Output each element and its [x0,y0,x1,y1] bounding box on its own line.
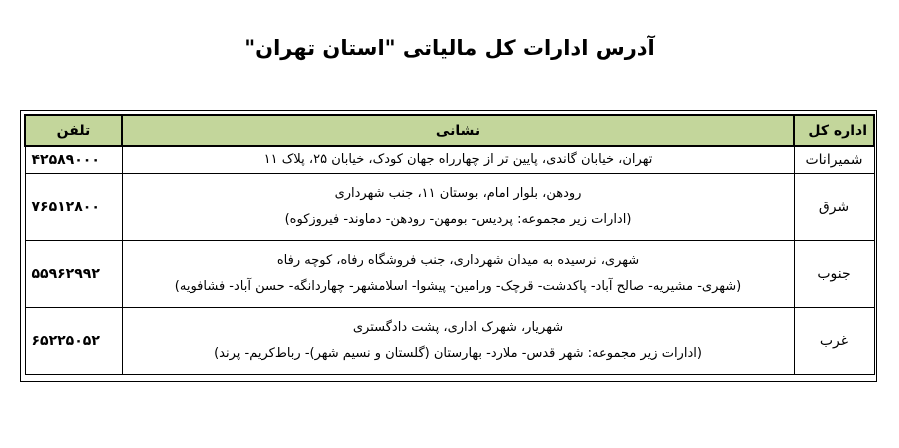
subordinate-offices: (ادارات زیر مجموعه: پردیس- بومهن- رودهن- دماوند- فیروزکوه) [284,212,632,227]
office-phone: ۶۵۲۲۵۰۵۲ [25,308,122,375]
page-title: آدرس ادارات کل مالیاتی "استان تهران" [244,36,655,60]
office-phone: ۵۵۹۶۲۹۹۲ [25,241,122,308]
office-address [122,241,794,308]
address-line: شهریار، شهرک اداری، پشت دادگستری [352,320,564,335]
offices-table [24,114,875,375]
table-header-row [25,115,874,146]
office-name: شمیرانات [794,146,874,174]
address-line: شهری، نرسیده به میدان شهرداری، جنب فروشگاه رفاه، کوچه رفاه [276,253,640,268]
header-address: نشانی [122,115,794,146]
office-address [122,146,794,174]
table-row [25,308,874,375]
office-phone: ۴۲۵۸۹۰۰۰ [25,146,122,174]
table-row [25,241,874,308]
subordinate-offices: (ادارات زیر مجموعه: شهر قدس- ملارد- بهارستان (گلستان و نسیم شهر)- رباط‌کریم- پرند) [214,346,702,361]
table-row [25,146,874,174]
address-line: رودهن، بلوار امام، بوستان ۱۱، جنب شهرداری [334,186,582,201]
office-name: غرب [794,308,874,375]
office-address [122,308,794,375]
office-address [122,174,794,241]
header-office: اداره کل [794,115,874,146]
office-name: شرق [794,174,874,241]
address-line: تهران، خیابان گاندی، پایین تر از چهارراه جهان کودک، خیابان ۲۵، پلاک ۱۱ [263,152,653,167]
office-name: جنوب [794,241,874,308]
table-row [25,174,874,241]
subordinate-offices: (شهری- مشیریه- صالح آباد- پاکدشت- قرچک- ورامین- پیشوا- اسلامشهر- چهاردانگه- حسن آباد- فشافویه) [174,279,742,294]
office-phone: ۷۶۵۱۲۸۰۰ [25,174,122,241]
header-phone: تلفن [25,115,122,146]
